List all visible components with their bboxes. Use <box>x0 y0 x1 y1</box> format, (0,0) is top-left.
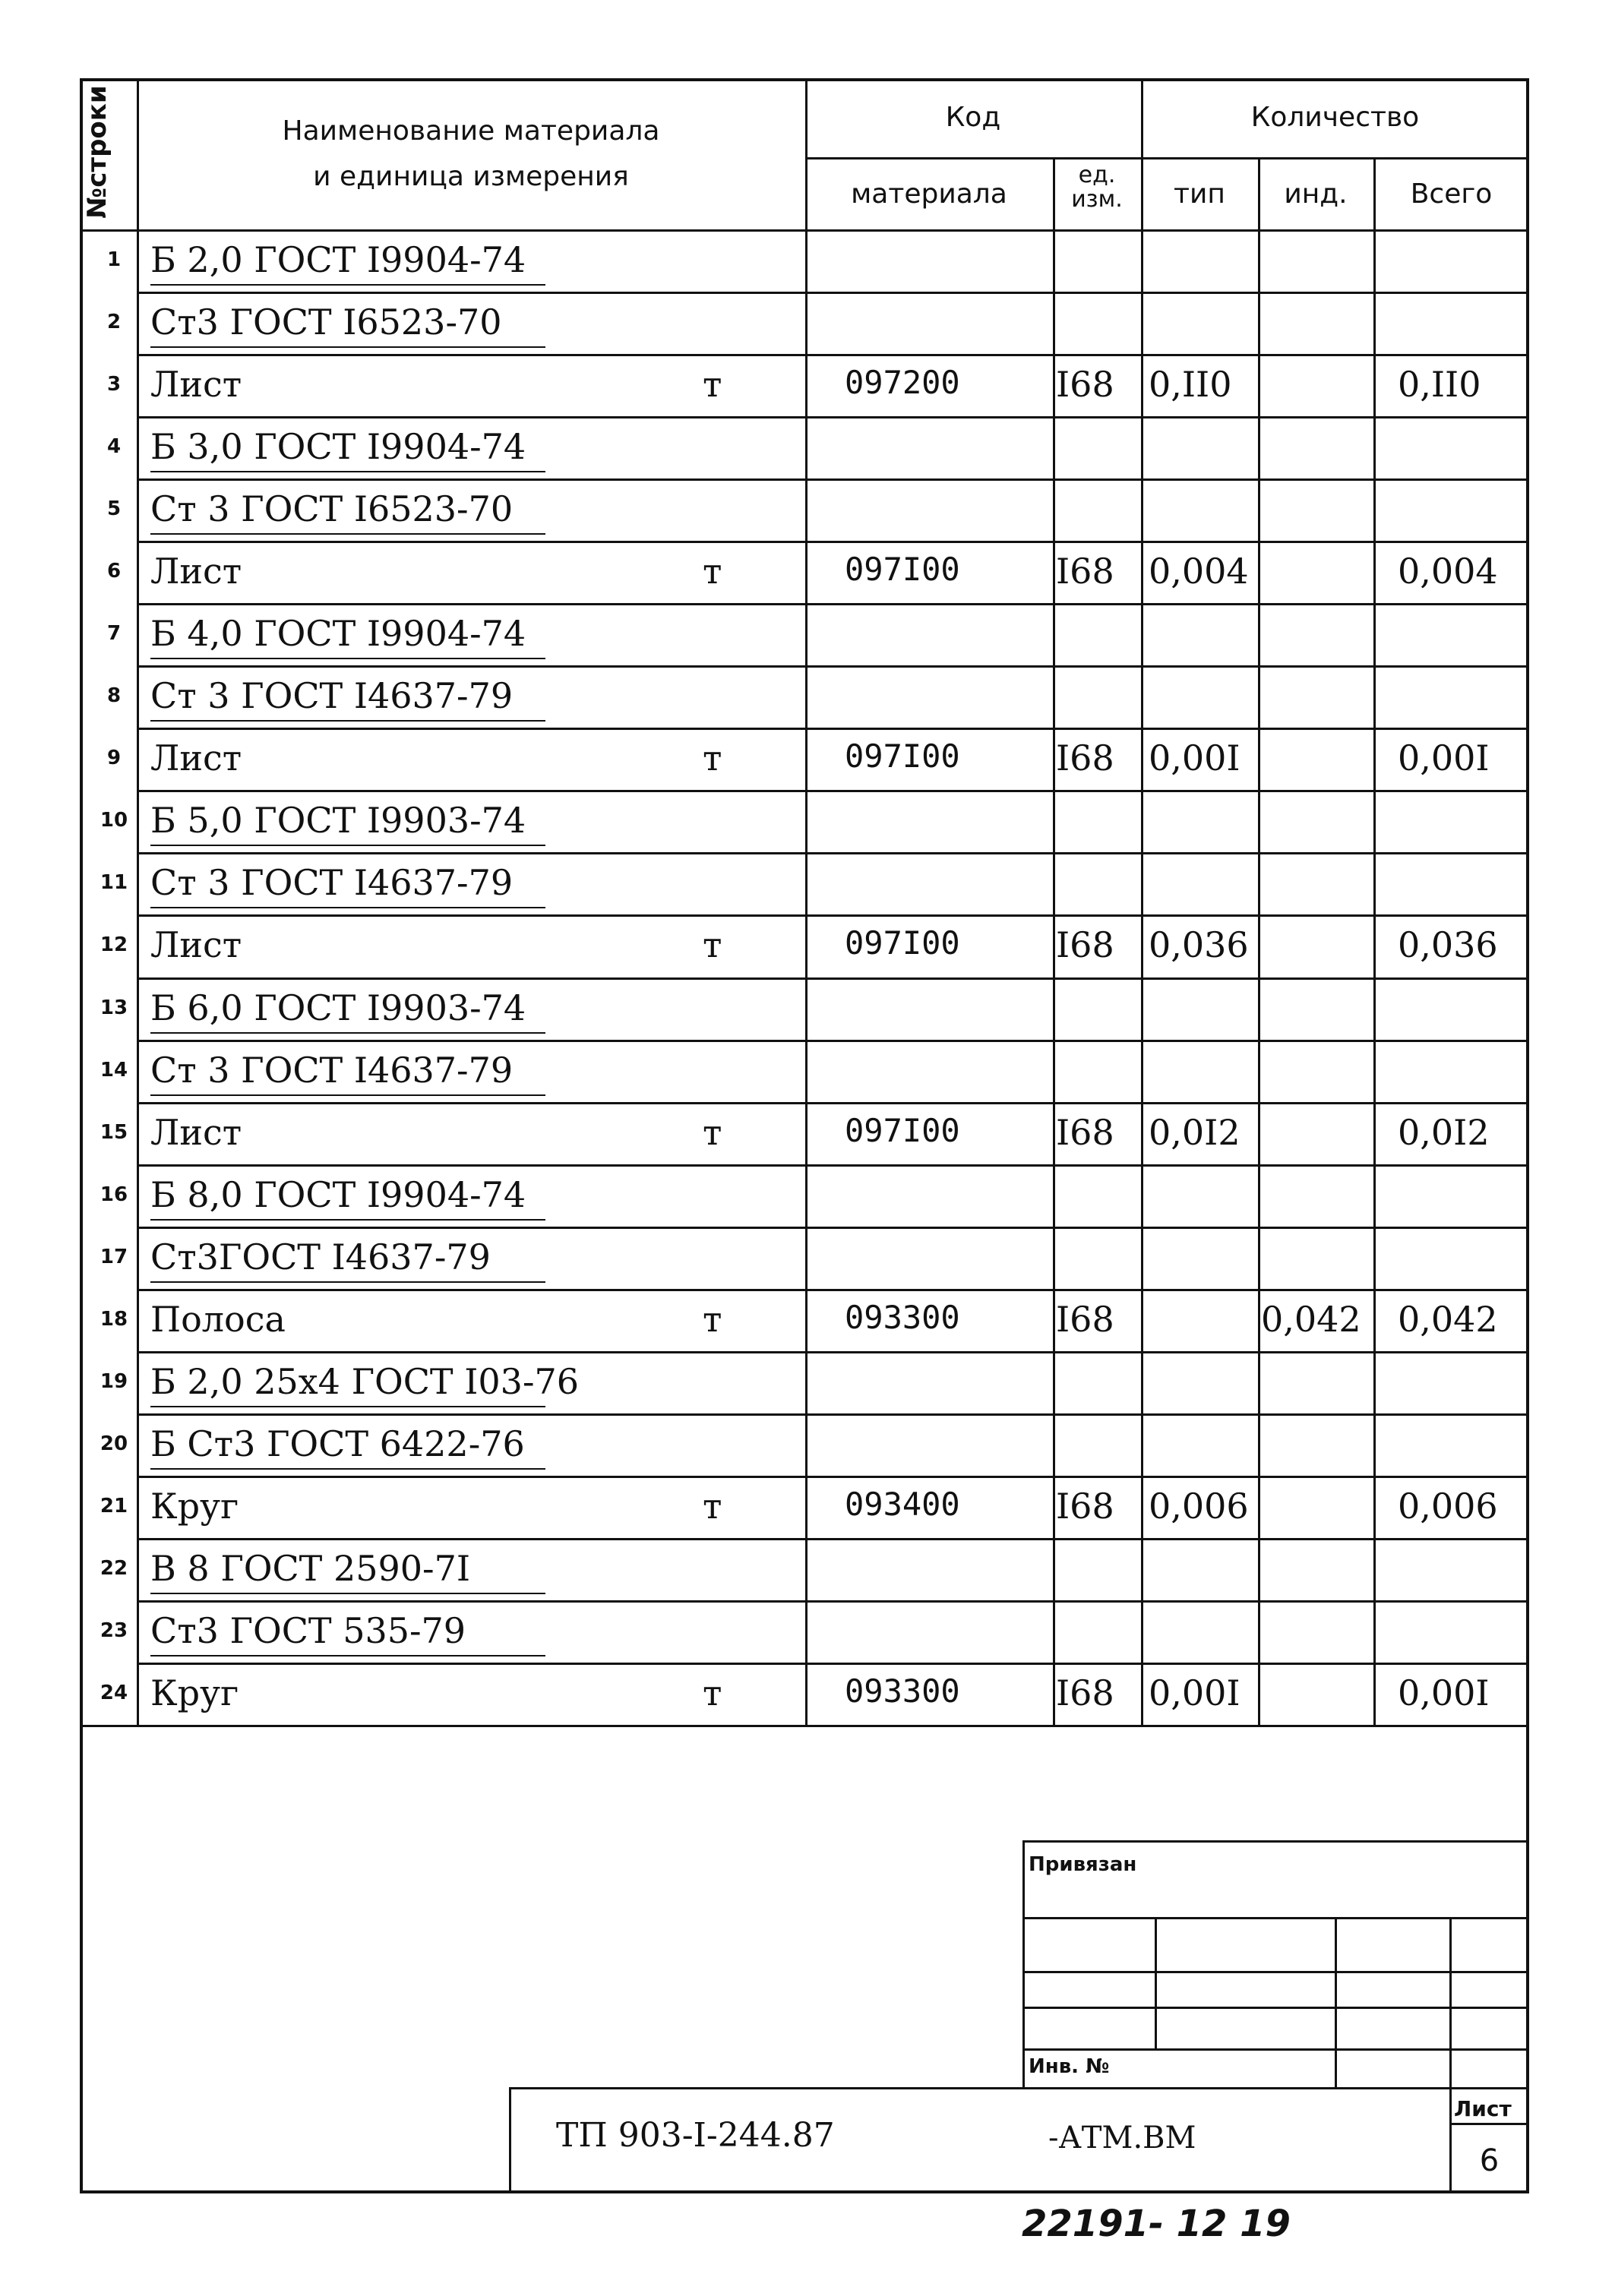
sheet-divider <box>1449 2123 1529 2125</box>
spec-underline <box>150 1219 545 1221</box>
material-code: 093400 <box>845 1485 960 1523</box>
row-line <box>137 1663 1529 1665</box>
qty-total: 0,036 <box>1398 924 1498 966</box>
qty-total: 0,II0 <box>1398 364 1481 406</box>
row-line <box>137 478 1529 481</box>
row-line <box>137 1289 1529 1291</box>
material-name: Ст 3 ГОСТ I4637-79 <box>150 862 514 904</box>
material-name: Ст3 ГОСТ 535-79 <box>150 1609 466 1651</box>
row-number: 2 <box>106 311 122 334</box>
unit-code: I68 <box>1056 1111 1114 1153</box>
doc-code: ТП 903-I-244.87 <box>556 2116 835 2155</box>
material-name: Лист <box>150 364 242 406</box>
row-line <box>137 852 1529 854</box>
qty-typ: 0,036 <box>1149 924 1249 966</box>
measure-unit: т <box>703 737 722 779</box>
material-name: Б 2,0 25х4 ГОСТ I03-76 <box>150 1360 580 1402</box>
material-name: Б 6,0 ГОСТ I9903-74 <box>150 987 526 1028</box>
qty-total: 0,004 <box>1398 551 1498 592</box>
row-number: 16 <box>100 1183 128 1206</box>
stamp-v1 <box>1155 1917 1157 2048</box>
stamp-line-2 <box>1022 1971 1529 1973</box>
row-number: 18 <box>100 1307 128 1331</box>
material-code: 097I00 <box>845 551 960 589</box>
material-name: Лист <box>150 737 242 779</box>
material-name: Полоса <box>150 1298 286 1340</box>
material-name: Б 2,0 ГОСТ I9904-74 <box>150 239 526 281</box>
row-line <box>137 1164 1529 1167</box>
material-name: Ст3 ГОСТ I6523-70 <box>150 302 502 343</box>
row-line <box>137 728 1529 730</box>
doc-suffix: -АТМ.ВМ <box>1048 2121 1196 2155</box>
row-number: 10 <box>100 809 128 832</box>
row-line <box>137 1102 1529 1104</box>
material-code: 097I00 <box>845 737 960 775</box>
measure-unit: т <box>703 1672 722 1713</box>
material-code: 093300 <box>845 1298 960 1336</box>
material-name: Лист <box>150 1111 242 1153</box>
spec-underline <box>150 1094 545 1096</box>
material-name: Круг <box>150 1672 239 1713</box>
material-name: Ст 3 ГОСТ I4637-79 <box>150 675 514 717</box>
row-number: 21 <box>100 1494 128 1518</box>
stamp-line-3 <box>1022 2007 1529 2009</box>
ind-header: инд. <box>1284 178 1348 210</box>
measure-unit: т <box>703 364 722 406</box>
row-line <box>137 1040 1529 1042</box>
inv-label: Инв. № <box>1029 2055 1110 2078</box>
row-number: 15 <box>100 1120 128 1144</box>
row-line <box>137 1227 1529 1229</box>
row-line <box>137 354 1529 356</box>
material-name: Б Ст3 ГОСТ 6422-76 <box>150 1423 525 1464</box>
material-name: Б 4,0 ГОСТ I9904-74 <box>150 613 526 655</box>
row-line <box>137 1538 1529 1540</box>
qty-total: 0,00I <box>1398 737 1490 779</box>
material-code: 097I00 <box>845 1111 960 1149</box>
row-number: 20 <box>100 1432 128 1455</box>
qty-typ: 0,006 <box>1149 1485 1249 1527</box>
measure-unit: т <box>703 551 722 592</box>
name-header-line1: Наименование материала <box>282 115 660 147</box>
row-line <box>137 1351 1529 1353</box>
material-name: Б 8,0 ГОСТ I9904-74 <box>150 1173 526 1215</box>
stamp-v2 <box>1335 1917 1337 2087</box>
row-line <box>137 541 1529 543</box>
qty-typ: 0,00I <box>1149 1672 1240 1713</box>
row-number: 19 <box>100 1369 128 1393</box>
material-name: Лист <box>150 551 242 592</box>
row-number-header: №строки <box>82 85 112 219</box>
quantity-header: Количество <box>1250 102 1420 133</box>
row-line <box>137 603 1529 605</box>
measure-unit: т <box>703 1111 722 1153</box>
unit-header: ед. изм. <box>1071 162 1123 213</box>
name-header-line2: и единица измерения <box>313 161 629 192</box>
header-sub-line <box>805 157 1529 159</box>
material-code: 097200 <box>845 364 960 402</box>
row-line <box>137 1413 1529 1416</box>
spec-underline <box>150 658 545 659</box>
row-line <box>137 665 1529 668</box>
row-number: 1 <box>106 248 122 272</box>
row-number: 17 <box>100 1245 128 1268</box>
spec-underline <box>150 845 545 846</box>
row-number: 11 <box>100 871 128 895</box>
row-line <box>137 1476 1529 1478</box>
sheet-number: 6 <box>1479 2143 1500 2178</box>
stamp-line-1 <box>1022 1917 1529 1919</box>
spec-underline <box>150 346 545 348</box>
title-block-top <box>509 2087 1529 2089</box>
qty-total: 0,0I2 <box>1398 1111 1490 1153</box>
material-code: 097I00 <box>845 924 960 962</box>
qty-total: 0,00I <box>1398 1672 1490 1713</box>
qty-total: 0,042 <box>1398 1298 1498 1340</box>
qty-typ: 0,004 <box>1149 551 1249 592</box>
spec-underline <box>150 1655 545 1656</box>
row-number: 24 <box>100 1681 128 1704</box>
spec-underline <box>150 907 545 908</box>
spec-underline <box>150 284 545 286</box>
row-number: 12 <box>100 933 128 957</box>
spec-underline <box>150 471 545 472</box>
material-header: материала <box>851 178 1007 210</box>
material-name: Б 3,0 ГОСТ I9904-74 <box>150 426 526 468</box>
unit-code: I68 <box>1056 1672 1114 1713</box>
qty-typ: 0,0I2 <box>1149 1111 1240 1153</box>
material-name: Б 5,0 ГОСТ I9903-74 <box>150 800 526 842</box>
material-name: Ст 3 ГОСТ I6523-70 <box>150 488 514 530</box>
handwritten-note: 22191- 12 19 <box>1022 2203 1291 2245</box>
row-line <box>137 1600 1529 1603</box>
row-number: 6 <box>106 560 122 583</box>
stamp-top-line <box>1022 1840 1529 1843</box>
col-line-total <box>1373 157 1376 1725</box>
material-name: Круг <box>150 1485 239 1527</box>
row-number: 23 <box>100 1619 128 1642</box>
header-bottom-line <box>80 229 1529 232</box>
row-line <box>137 416 1529 418</box>
row-number: 8 <box>106 684 122 708</box>
material-name: В 8 ГОСТ 2590-7I <box>150 1547 471 1589</box>
measure-unit: т <box>703 1485 722 1527</box>
unit-code: I68 <box>1056 737 1114 779</box>
row-number: 7 <box>106 622 122 646</box>
spec-underline <box>150 1593 545 1594</box>
spec-underline <box>150 720 545 722</box>
qty-total: 0,006 <box>1398 1485 1498 1527</box>
unit-code: I68 <box>1056 1485 1114 1527</box>
material-name: Ст3ГОСТ I4637-79 <box>150 1236 491 1277</box>
spec-underline <box>150 1468 545 1470</box>
row-number: 9 <box>106 747 122 770</box>
row-line <box>137 790 1529 792</box>
material-code: 093300 <box>845 1672 960 1710</box>
row-number: 14 <box>100 1058 128 1082</box>
code-header: Код <box>945 102 1001 133</box>
row-line <box>137 292 1529 294</box>
row-number: 5 <box>106 497 122 521</box>
spec-underline <box>150 533 545 535</box>
tied-label: Привязан <box>1029 1853 1137 1876</box>
typ-header: тип <box>1174 178 1225 210</box>
col-line-ind <box>1258 157 1260 1725</box>
measure-unit: т <box>703 924 722 966</box>
row-number: 13 <box>100 996 128 1019</box>
stamp-line-4 <box>1022 2048 1529 2051</box>
unit-code: I68 <box>1056 1298 1114 1340</box>
qty-typ: 0,II0 <box>1149 364 1232 406</box>
qty-ind: 0,042 <box>1261 1298 1361 1340</box>
document-sheet <box>80 78 1529 2193</box>
material-name: Лист <box>150 924 242 966</box>
title-block-left <box>509 2087 511 2193</box>
unit-code: I68 <box>1056 364 1114 406</box>
row-line <box>137 977 1529 980</box>
unit-code: I68 <box>1056 551 1114 592</box>
row-number: 22 <box>100 1556 128 1580</box>
spec-underline <box>150 1032 545 1034</box>
measure-unit: т <box>703 1298 722 1340</box>
spec-underline <box>150 1281 545 1283</box>
col-line-unit <box>1053 157 1055 1725</box>
material-name: Ст 3 ГОСТ I4637-79 <box>150 1049 514 1091</box>
spec-underline <box>150 1406 545 1407</box>
row-line <box>137 914 1529 917</box>
row-number: 3 <box>106 373 122 396</box>
total-header: Всего <box>1410 178 1493 210</box>
qty-typ: 0,00I <box>1149 737 1240 779</box>
row-number: 4 <box>106 435 122 459</box>
sheet-label: Лист <box>1454 2096 1512 2121</box>
table-bottom-line <box>80 1725 1529 1727</box>
unit-code: I68 <box>1056 924 1114 966</box>
